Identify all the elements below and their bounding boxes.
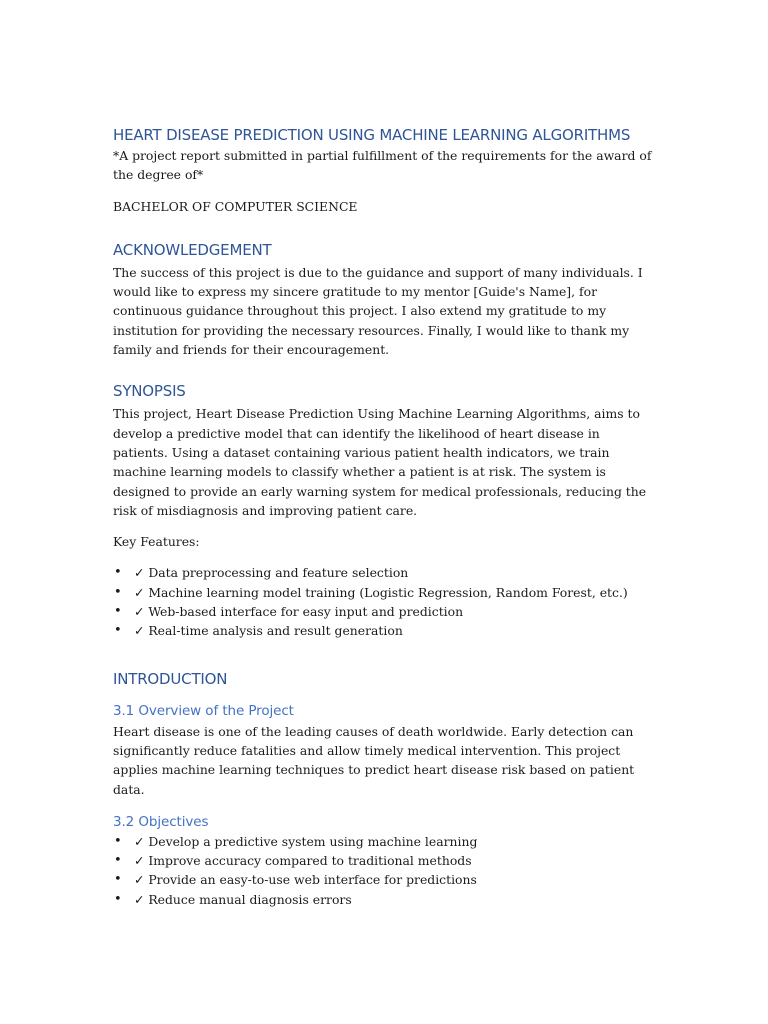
list-item [113,563,653,582]
acknowledgement-section [113,240,653,359]
list-item-text: ✓ Real-time analysis and result generation [134,623,403,639]
overview-heading: 3.1 Overview of the Project [113,702,294,719]
list-item-text: ✓ Machine learning model training (Logistic Regression, Random Forest, etc.) [134,584,628,600]
list-item-text: ✓ Data preprocessing and feature selection [134,565,409,581]
introduction-heading: INTRODUCTION [113,669,228,688]
key-features-list [113,563,653,640]
list-item-text: ✓ Web-based interface for easy input and prediction [134,604,464,620]
bullet-icon: • [114,623,122,639]
document-subtitle: *A project report submitted in partial fulfillment of the requirements for the award of the degree of* [113,148,652,183]
document-title: HEART DISEASE PREDICTION USING MACHINE LEARNING ALGORITHMS [113,126,631,144]
overview-subsection [113,702,653,799]
list-item [113,851,653,870]
synopsis-heading: SYNOPSIS [113,382,186,401]
bullet-icon: • [114,833,122,849]
acknowledgement-heading: ACKNOWLEDGEMENT [113,240,272,259]
list-item [113,832,653,851]
synopsis-body: This project, Heart Disease Prediction Using Machine Learning Algorithms, aims to develop a predictive model that can identify the likelihood of heart disease in patients. Using a dataset containing various patient health indicators, we train machine learning models to classify whether a patient is at risk. The system is designed to provide an early warning system for medical professionals, reducing the risk of misdiagnosis and improving patient care. [113,406,647,518]
objectives-list [113,832,653,909]
degree-name: BACHELOR OF COMPUTER SCIENCE [113,198,358,214]
introduction-section [113,669,653,909]
list-item [113,870,653,889]
list-item [113,621,653,640]
list-item [113,890,653,909]
bullet-icon: • [114,853,122,869]
bullet-icon: • [114,872,122,888]
bullet-icon: • [114,584,122,600]
list-item-text: ✓ Improve accuracy compared to traditional methods [134,853,472,869]
objectives-heading: 3.2 Objectives [113,813,209,830]
list-item-text: ✓ Reduce manual diagnosis errors [134,891,352,907]
list-item-text: ✓ Provide an easy-to-use web interface for predictions [134,872,477,888]
document-page [113,125,653,909]
bullet-icon: • [114,565,122,581]
list-item [113,583,653,602]
objectives-subsection [113,813,653,909]
bullet-icon: • [114,891,122,907]
key-features-label: Key Features: [113,534,200,550]
acknowledgement-body: The success of this project is due to the guidance and support of many individuals. I would like to express my sincere gratitude to my mentor [Guide's Name], for continuous guidance throughout this project. I also extend my gratitude to my institution for providing the necessary resources. Finally, I would like to thank my family and friends for their encouragement. [113,264,643,358]
list-item [113,602,653,621]
overview-body: Heart disease is one of the leading causes of death worldwide. Early detection can significantly reduce fatalities and allow timely medical intervention. This project applies machine learning techniques to predict heart disease risk based on patient data. [113,723,635,797]
bullet-icon: • [114,604,122,620]
synopsis-section [113,381,653,640]
list-item-text: ✓ Develop a predictive system using machine learning [134,833,478,849]
